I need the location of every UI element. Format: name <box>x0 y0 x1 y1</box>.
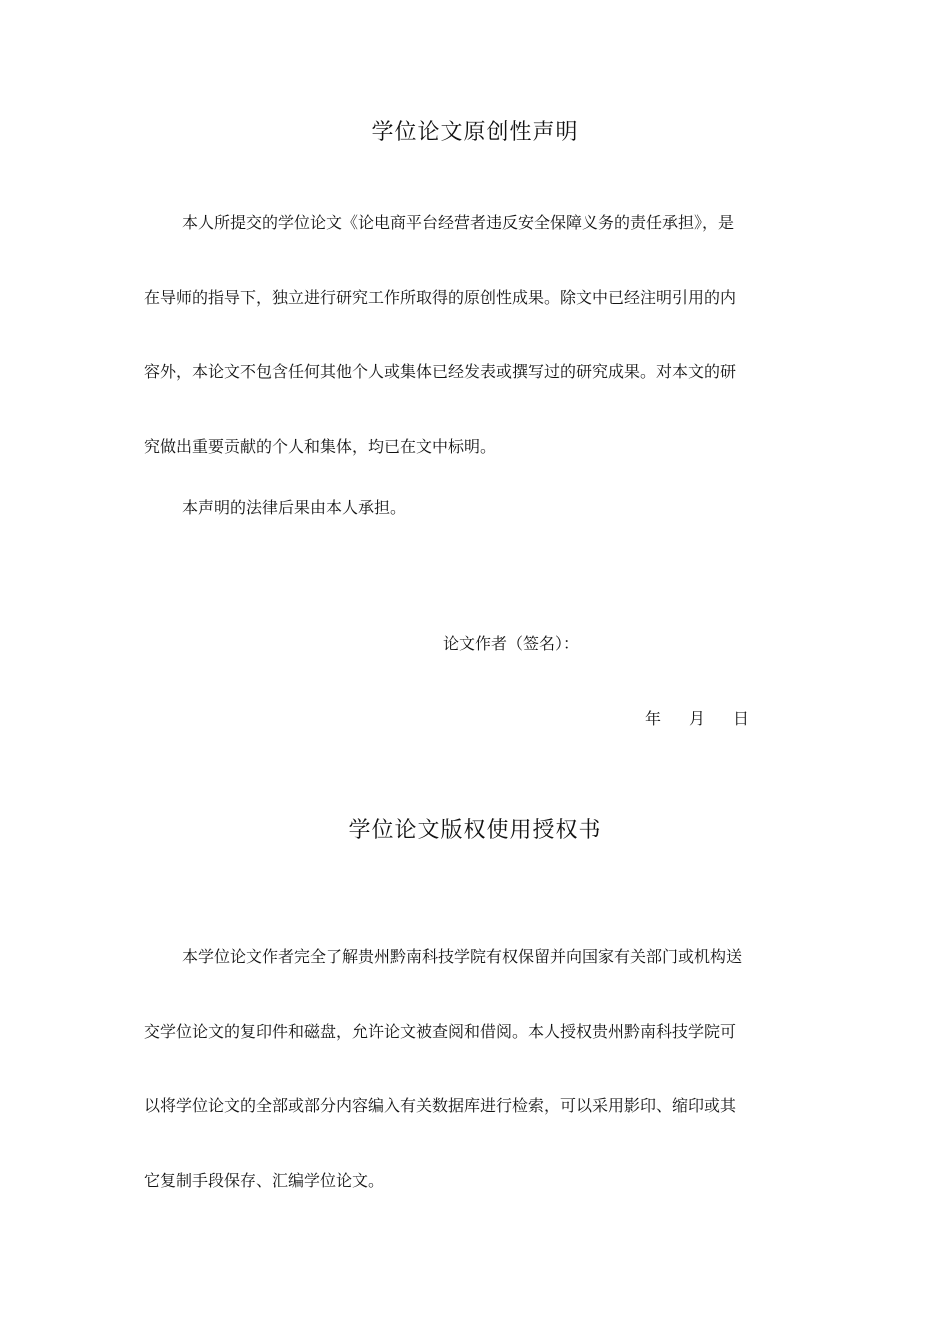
signature-label: 论文作者（签名）： <box>443 634 580 653</box>
declaration-para1-line2: 在导师的指导下，独立进行研究工作所取得的原创性成果。除文中已经注明引用的内 <box>144 288 737 307</box>
authorization-para-line2: 交学位论文的复印件和磁盘，允许论文被查阅和借阅。本人授权贵州黔南科技学院可 <box>144 1022 737 1041</box>
declaration-para2: 本声明的法律后果由本人承担。 <box>182 498 407 517</box>
authorization-para-line4: 它复制手段保存、汇编学位论文。 <box>144 1171 385 1190</box>
authorization-para-line3: 以将学位论文的全部或部分内容编入有关数据库进行检索，可以采用影印、缩印或其 <box>144 1096 737 1115</box>
date-year-label: 年 <box>645 709 662 728</box>
date-month-label: 月 <box>689 709 706 728</box>
declaration-title: 学位论文原创性声明 <box>371 120 579 145</box>
declaration-para1-line4: 究做出重要贡献的个人和集体，均已在文中标明。 <box>144 437 497 456</box>
date-day-label: 日 <box>733 709 750 728</box>
declaration-para1-line3: 容外，本论文不包含任何其他个人或集体已经发表或撰写过的研究成果。对本文的研 <box>144 362 737 381</box>
authorization-title: 学位论文版权使用授权书 <box>348 818 602 843</box>
authorization-para-line1: 本学位论文作者完全了解贵州黔南科技学院有权保留并向国家有关部门或机构送 <box>182 947 743 966</box>
declaration-para1-line1: 本人所提交的学位论文《论电商平台经营者违反安全保障义务的责任承担》，是 <box>182 213 735 232</box>
